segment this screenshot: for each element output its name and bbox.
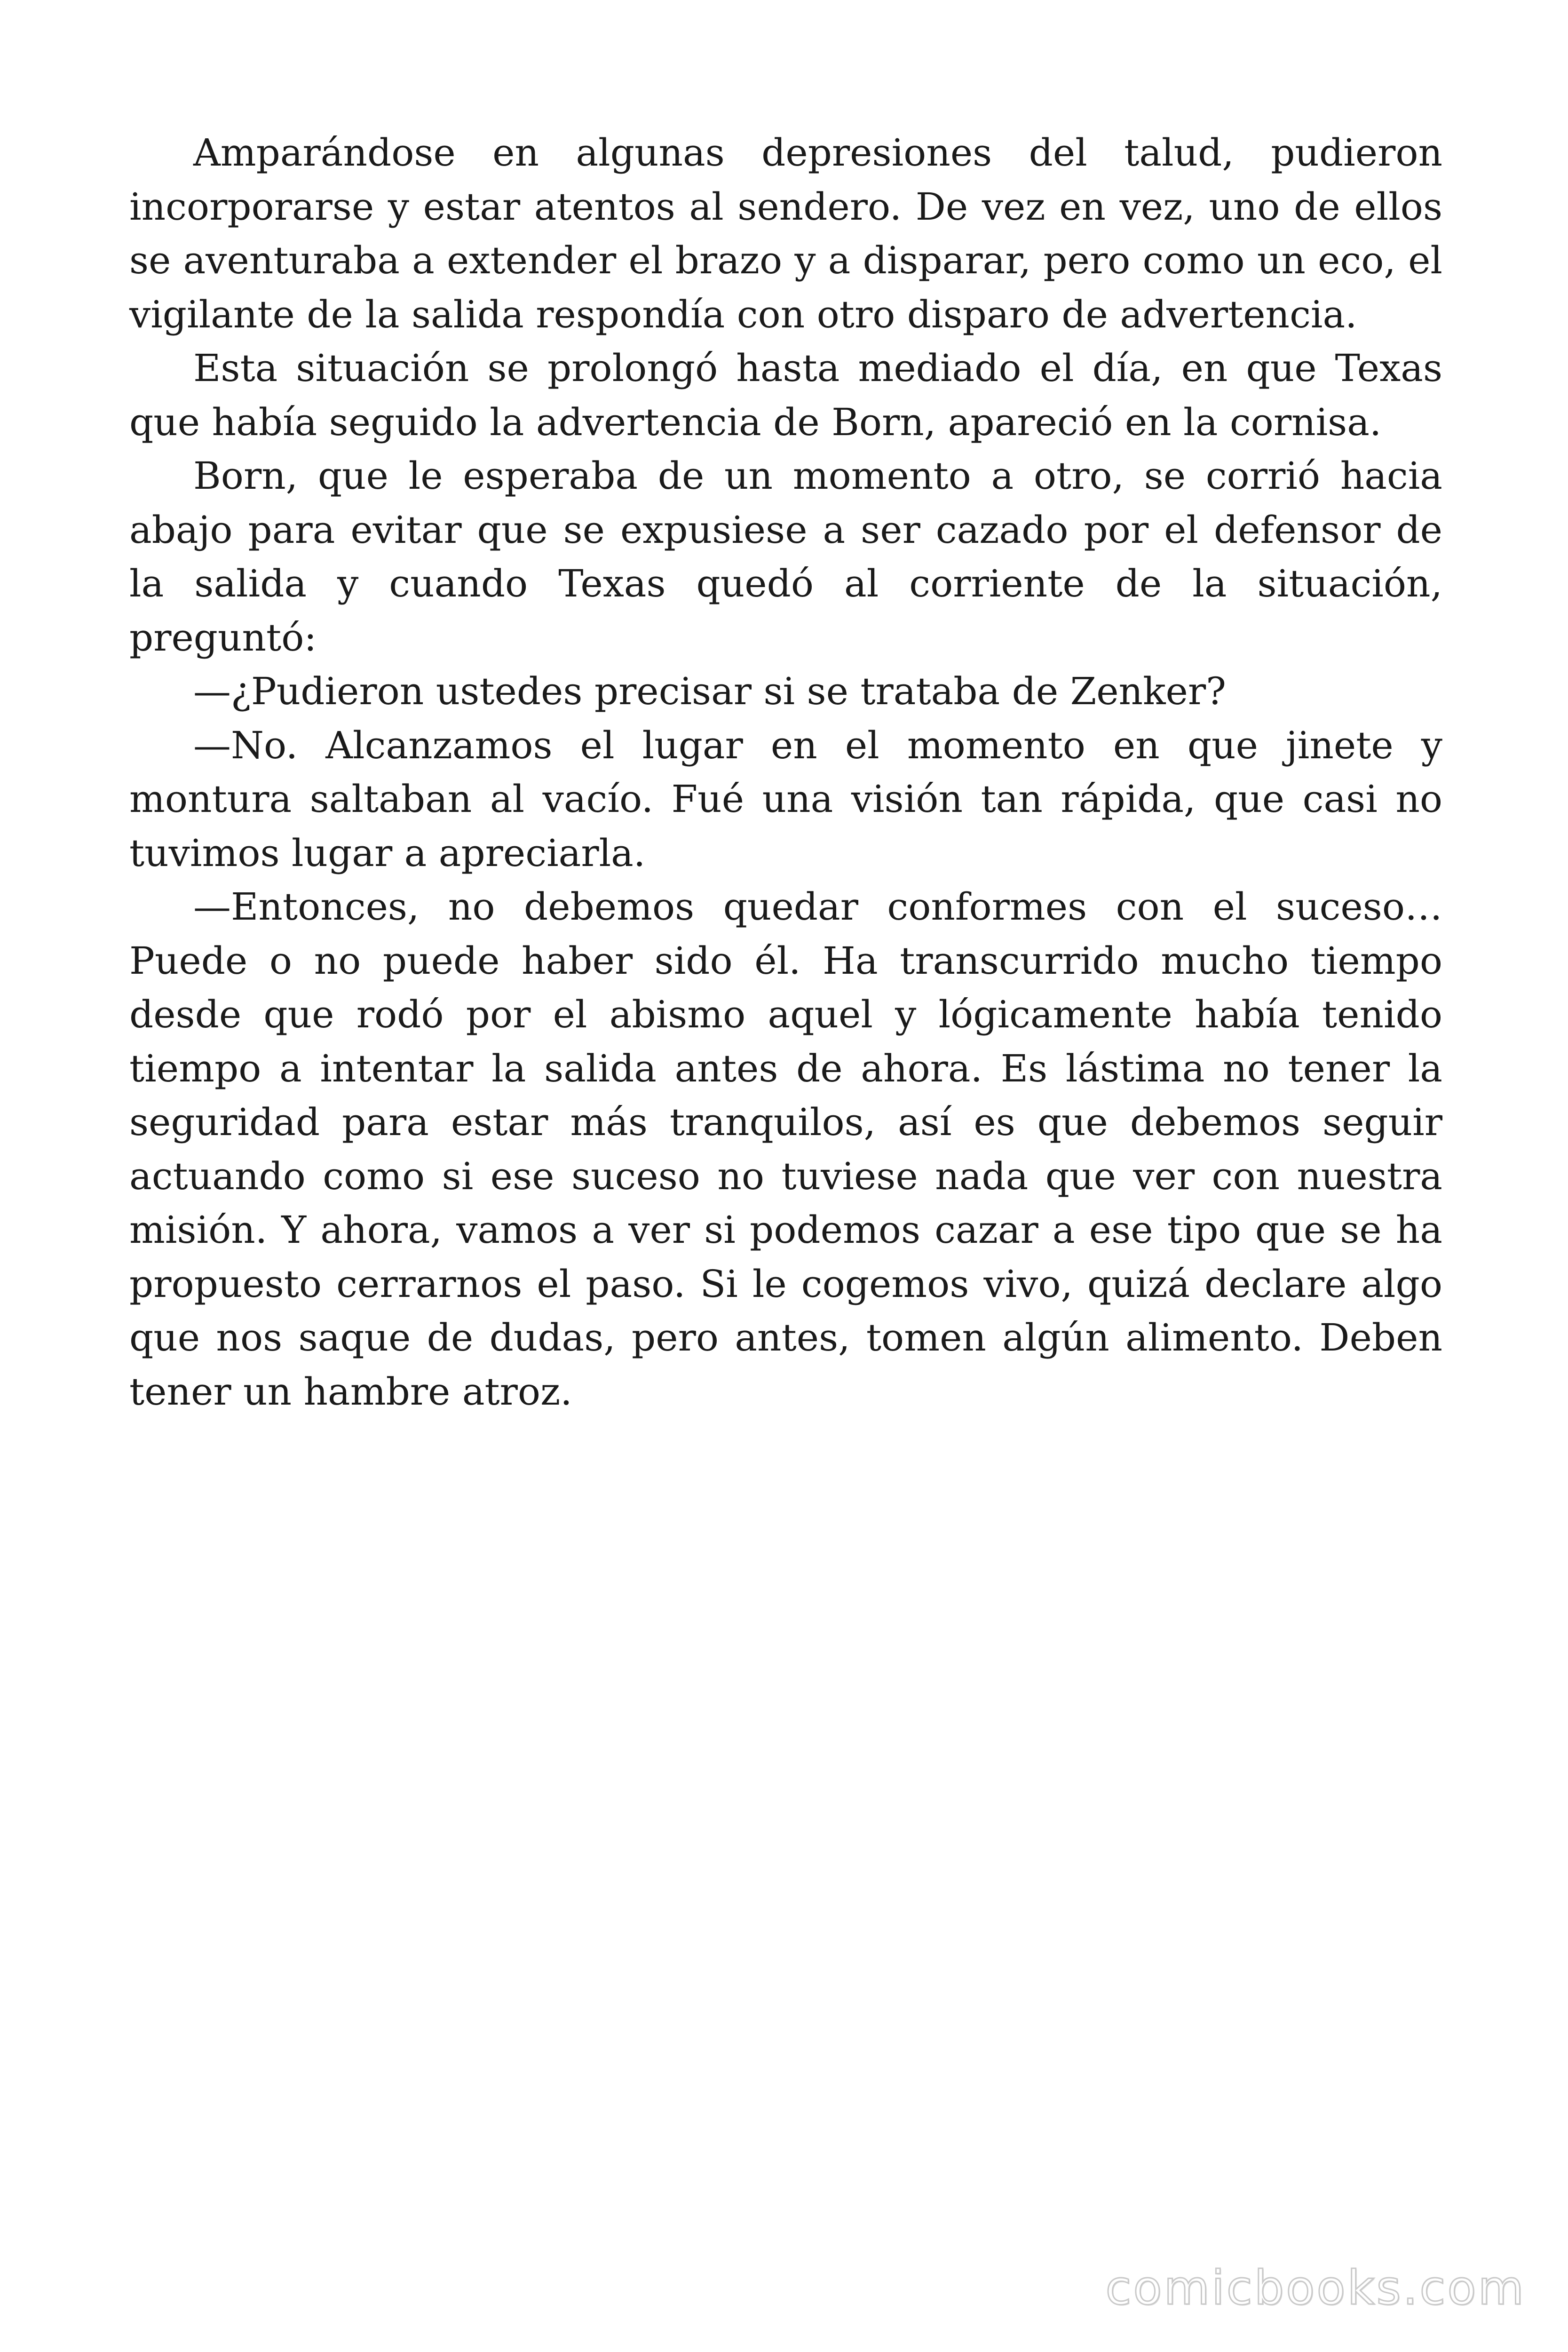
paragraph-6-dialogue: —Entonces, no debemos quedar conformes con el suceso… Puede o no puede haber sido él. Ha transcurrido mucho tiempo desde que rodó por el abismo aquel y lógicamente había tenido tiempo a intentar la salida antes de ahora. Es lástima no tener la seguridad para estar más tranquilos, así es que debemos seguir actuando como si ese suceso no tuviese nada que ver con nuestra misión. Y ahora, vamos a ver si podemos cazar a ese tipo que se ha propuesto cerrarnos el paso. Si le cogemos vivo, quizá declare algo que nos saque de dudas, pero antes, tomen algún alimento. Deben tener un hambre atroz. <box>129 885 1442 1414</box>
body-text <box>129 126 1442 1419</box>
paragraph-5-dialogue: —No. Alcanzamos el lugar en el momento en que jinete y montura saltaban al vacío. Fué una visión tan rápida, que casi no tuvimos lugar a apreciarla. <box>129 723 1442 875</box>
paragraph-4-dialogue: —¿Pudieron ustedes precisar si se trataba de Zenker? <box>193 669 1227 713</box>
paragraph-1: Amparándose en algunas depresiones del talud, pudieron incorporarse y estar atentos al sendero. De vez en vez, uno de ellos se aventuraba a extender el brazo y a disparar, pero como un eco, el vigilante de la salida respondía con otro disparo de advertencia. <box>129 131 1442 336</box>
watermark-text: comicbooks.com <box>1105 2260 1526 2315</box>
paragraph-3: Born, que le esperaba de un momento a otro, se corrió hacia abajo para evitar que se expusiese a ser cazado por el defensor de la salida y cuando Texas quedó al corriente de la situación, preguntó: <box>129 454 1442 660</box>
paragraph-2: Esta situación se prolongó hasta mediado el día, en que Texas que había seguido la advertencia de Born, apareció en la cornisa. <box>129 346 1442 444</box>
